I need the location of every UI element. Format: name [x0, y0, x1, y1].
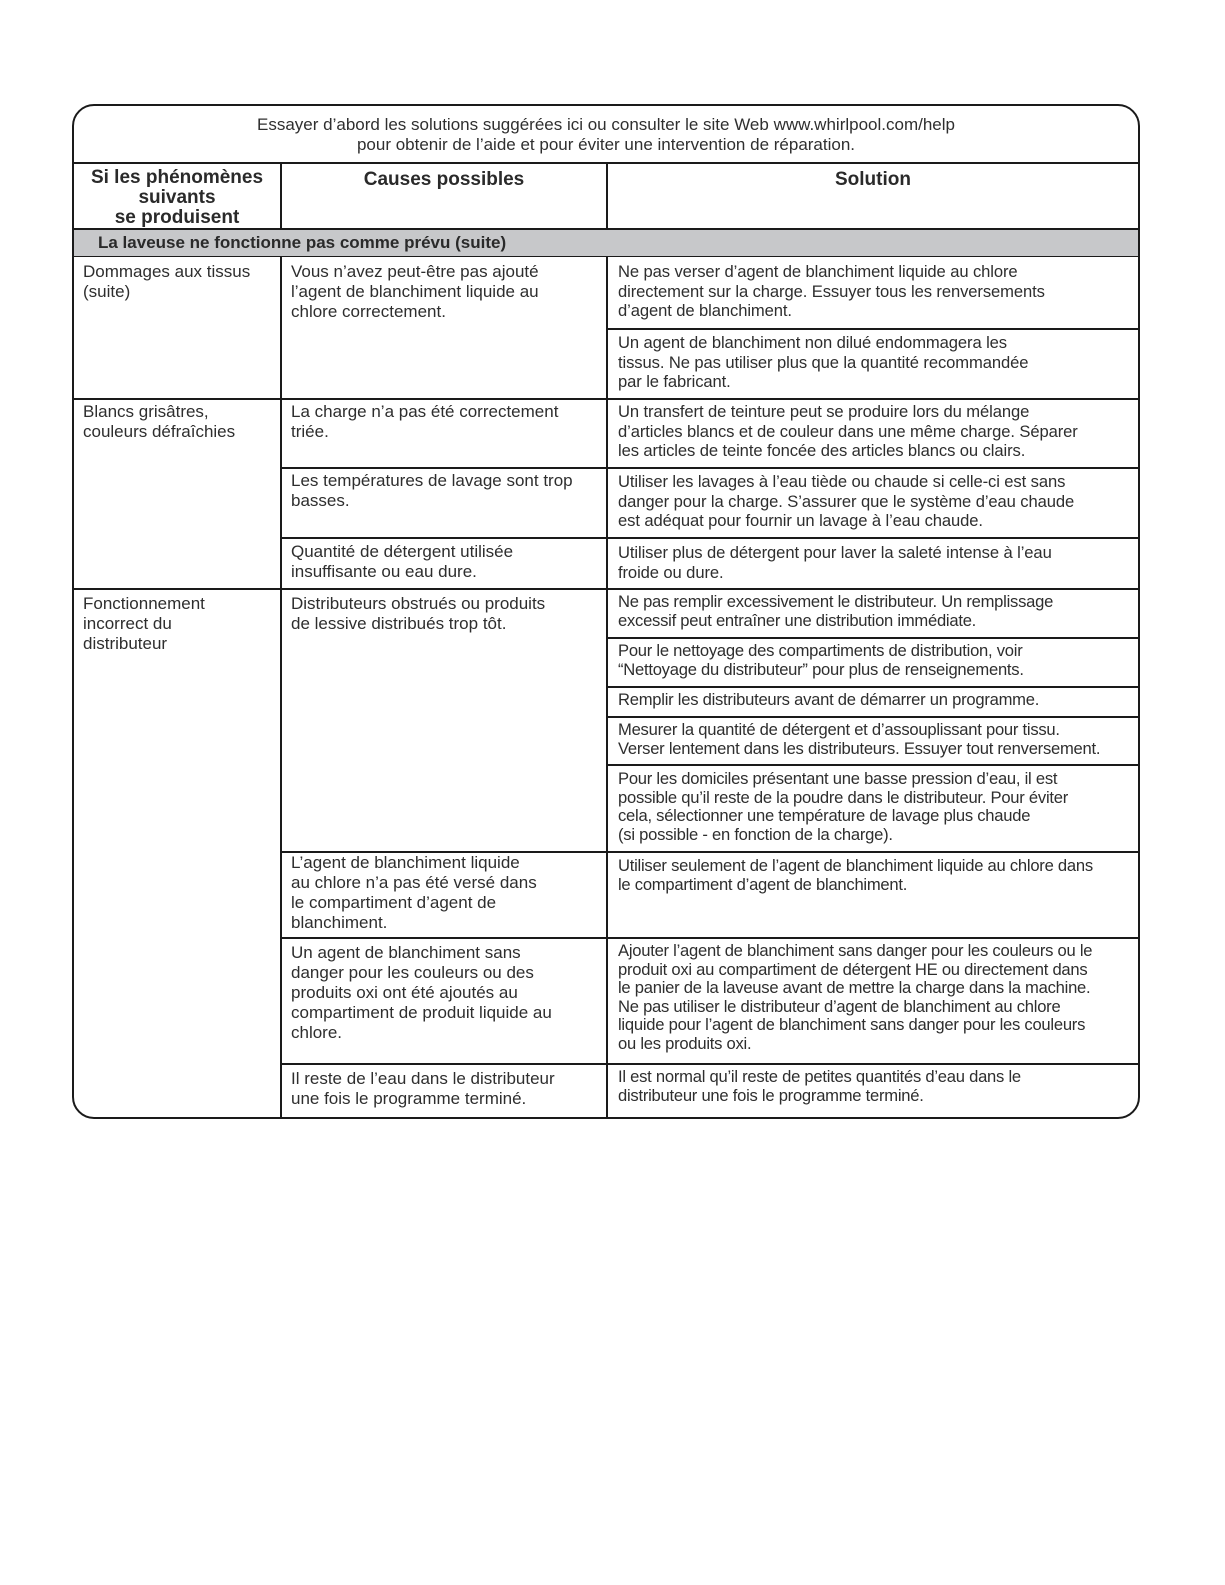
- solution-row: Utiliser les lavages à l’eau tiède ou chaude si celle-ci est sans danger pour la charge. S’assurer que le système d’eau chaude est adéquat pour fournir un lavage à l’eau chaude.: [618, 472, 1075, 530]
- header-causes: [282, 166, 606, 232]
- column-divider-1b: [280, 255, 282, 1119]
- intro-text: [74, 106, 1138, 164]
- solution-row: Remplir les distributeurs avant de démarrer un programme.: [618, 690, 1040, 709]
- solution-row: Ajouter l’agent de blanchiment sans danger pour les couleurs ou le produit oxi au compartiment de détergent HE ou directement dans le panier de la laveuse avant de mettre la charge dans la machine. Ne pas utiliser le distributeur d’agent de blanchiment au chlore liquide pour l’agent de blanchiment sans danger pour les couleurs ou les produits oxi.: [618, 941, 1093, 1053]
- cause-bleach-not-in-compartment: L’agent de blanchiment liquide au chlore n’a pas été versé dans le compartiment d’agent de blanchiment.: [291, 853, 537, 932]
- symptom-dispenser: Fonctionnement incorrect du distributeur: [83, 594, 205, 653]
- troubleshooting-table: [72, 104, 1140, 1119]
- divider-cause-row: [280, 1063, 1138, 1065]
- header-solution: [608, 166, 1138, 232]
- intro-line-2: pour obtenir de l’aide et pour éviter une intervention de réparation.: [356, 135, 856, 154]
- divider-cause-row: [280, 937, 1138, 939]
- divider-solution-row: [606, 328, 1138, 330]
- solution-row: Un transfert de teinture peut se produire lors du mélange d’articles blancs et de couleur dans une même charge. Séparer les articles de teinte foncée des articles blancs ou clairs.: [618, 402, 1078, 460]
- solution-row: Utiliser plus de détergent pour laver la saleté intense à l’eau froide ou dure.: [618, 543, 1052, 582]
- divider-cause-row: [280, 467, 1138, 469]
- solution-row: Mesurer la quantité de détergent et d’assouplissant pour tissu. Verser lentement dans les distributeurs. Essuyer tout renversement.: [618, 720, 1101, 758]
- divider-solution-row: [606, 716, 1138, 718]
- symptom-fabric-damage: Dommages aux tissus (suite): [83, 262, 251, 301]
- intro-line-1: Essayer d’abord les solutions suggérées ici ou consulter le site Web www.whirlpool.com/help: [257, 115, 955, 134]
- cause-load-not-sorted: La charge n’a pas été correctement triée.: [291, 402, 559, 441]
- header-symptom-line-1: Si les phénomènes: [90, 167, 264, 188]
- cause-low-temperature: Les températures de lavage sont trop basses.: [291, 471, 573, 510]
- header-symptom-line-2: suivants: [138, 187, 216, 208]
- solution-row: Utiliser seulement de l’agent de blanchiment liquide au chlore dans le compartiment d’agent de blanchiment.: [618, 856, 1093, 894]
- divider-solution-row: [606, 764, 1138, 766]
- section-title: La laveuse ne fonctionne pas comme prévu (suite): [74, 230, 1138, 256]
- cause-bleach-incorrect: Vous n’avez peut-être pas ajouté l’agent de blanchiment liquide au chlore correctement.: [291, 262, 539, 321]
- solution-row: Pour les domiciles présentant une basse pression d’eau, il est possible qu’il reste de la poudre dans le distributeur. Pour éviter cela, sélectionner une température de lavage plus chaude (si possible - en fonction de la charge).: [618, 769, 1068, 844]
- header-causes-label: Causes possibles: [363, 169, 525, 190]
- solution-row: Pour le nettoyage des compartiments de distribution, voir “Nettoyage du distributeur” pour plus de renseignements.: [618, 641, 1024, 679]
- header-solution-label: Solution: [835, 169, 911, 190]
- divider-cause-row: [280, 537, 1138, 539]
- solution-row: Ne pas remplir excessivement le distributeur. Un remplissage excessif peut entraîner une distribution immédiate.: [618, 592, 1054, 630]
- solution-row: Il est normal qu’il reste de petites quantités d’eau dans le distributeur une fois le programme terminé.: [618, 1067, 1021, 1105]
- divider-solution-row: [606, 637, 1138, 639]
- cause-oxi-in-bleach: Un agent de blanchiment sans danger pour les couleurs ou des produits oxi ont été ajoutés au compartiment de produit liquide au chlore.: [291, 943, 552, 1042]
- solution-row: Un agent de blanchiment non dilué endommagera les tissus. Ne pas utiliser plus que la quantité recommandée par le fabricant.: [618, 333, 1029, 391]
- cause-water-remains: Il reste de l’eau dans le distributeur une fois le programme terminé.: [291, 1069, 555, 1108]
- header-symptom: [74, 166, 280, 230]
- header-symptom-line-3: se produisent: [114, 207, 240, 228]
- solution-row: Ne pas verser d’agent de blanchiment liquide au chlore directement sur la charge. Essuyer tous les renversements d’agent de blanchiment.: [618, 262, 1045, 320]
- symptom-grey-whites: Blancs grisâtres, couleurs défraîchies: [83, 402, 236, 441]
- cause-dispensers-clogged: Distributeurs obstrués ou produits de lessive distribués trop tôt.: [291, 594, 546, 633]
- divider-solution-row: [606, 686, 1138, 688]
- cause-insufficient-detergent: Quantité de détergent utilisée insuffisante ou eau dure.: [291, 542, 514, 581]
